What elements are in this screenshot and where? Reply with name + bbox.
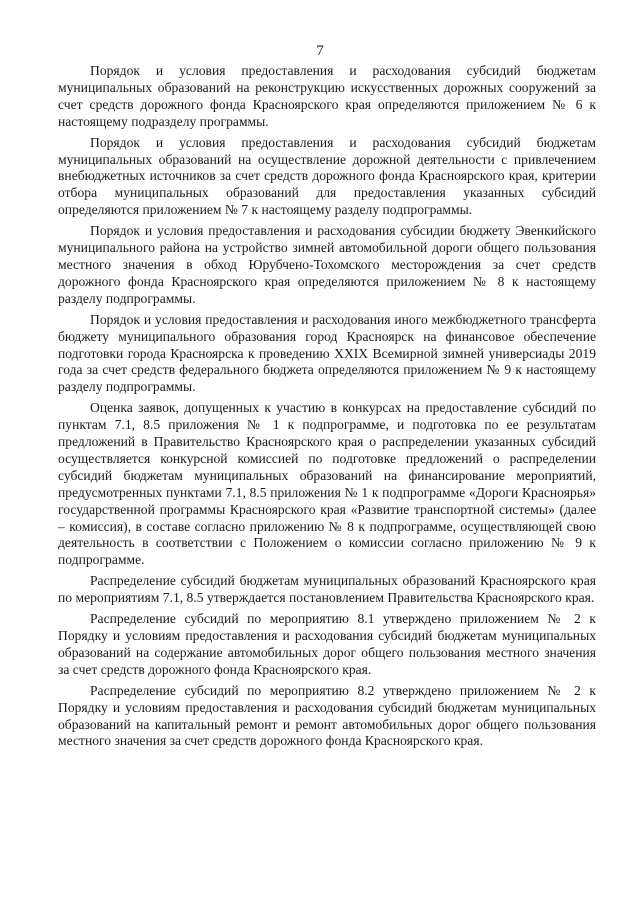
paragraph-annex-7: Порядок и условия предоставления и расходования субсидий бюджетам муниципальных образований на осуществление дорожной деятельности с привлечением внебюджетных источников за счет средств дорожного фонда Красноярского края, критерии отбора муниципальных образований для предоставления указанных субсидий определяются приложением № 7 к настоящему разделу подпрограммы. (58, 134, 596, 218)
paragraph-annex-8: Порядок и условия предоставления и расходования субсидии бюджету Эвенкийского муниципального района на устройство зимней автомобильной дороги общего пользования местного значения в обход Юрубчено-Тохомского месторождения за счет средств дорожного фонда Красноярского края определяются приложением № 8 к настоящему разделу подпрограммы. (58, 223, 596, 306)
document-body (58, 63, 596, 754)
paragraph-distribution-8-2: Распределение субсидий по мероприятию 8.2 утверждено приложением № 2 к Порядку и условиям предоставления и расходования субсидий бюджетам муниципальных образований на капитальный ремонт и ремонт автомобильных дорог общего пользования местного значения за счет средств дорожного фонда Красноярского края. (58, 682, 596, 749)
page-number: 7 (316, 43, 324, 59)
paragraph-annex-9: Порядок и условия предоставления и расходования иного межбюджетного трансферта бюджету муниципального образования город Красноярск на финансовое обеспечение подготовки города Красноярска к проведению XXIX Всемирной зимней универсиады 2019 года за счет средств федерального бюджета определяются приложением № 9 к настоящему разделу подпрограммы. (58, 311, 596, 395)
paragraph-annex-6: Порядок и условия предоставления и расходования субсидий бюджетам муниципальных образований на реконструкцию искусственных дорожных сооружений за счет средств дорожного фонда Красноярского края определяются приложением № 6 к настоящему подразделу программы. (58, 63, 596, 129)
paragraph-commission: Оценка заявок, допущенных к участию в конкурсах на предоставление субсидий по пунктам 7.1, 8.5 приложения № 1 к подпрограмме, и подготовка по ее результатам предложений в Правительство Красноярского края о распределении указанных субсидий осуществляется конкурсной комиссией по подготовке предложений о распределении субсидий бюджетам муниципальных образований на финансирование мероприятий, предусмотренных пунктами 7.1, 8.5 приложения № 1 к подпрограмме «Дороги Красноярья» государственной программы Красноярского края «Развитие транспортной системы» (далее – комиссия), в составе согласно приложению № 8 к подпрограмме, осуществляющей свою деятельность в соответствии с Положением о комиссии согласно приложению № 9 к подпрограмме. (58, 400, 596, 568)
paragraph-distribution-8-1: Распределение субсидий по мероприятию 8.1 утверждено приложением № 2 к Порядку и условиям предоставления и расходования субсидий бюджетам муниципальных образований на содержание автомобильных дорог общего пользования местного значения за счет средств дорожного фонда Красноярского края. (58, 611, 596, 677)
paragraph-distribution-7-1-8-5: Распределение субсидий бюджетам муниципальных образований Красноярского края по мероприятиям 7.1, 8.5 утверждается постановлением Правительства Красноярского края. (58, 573, 596, 606)
